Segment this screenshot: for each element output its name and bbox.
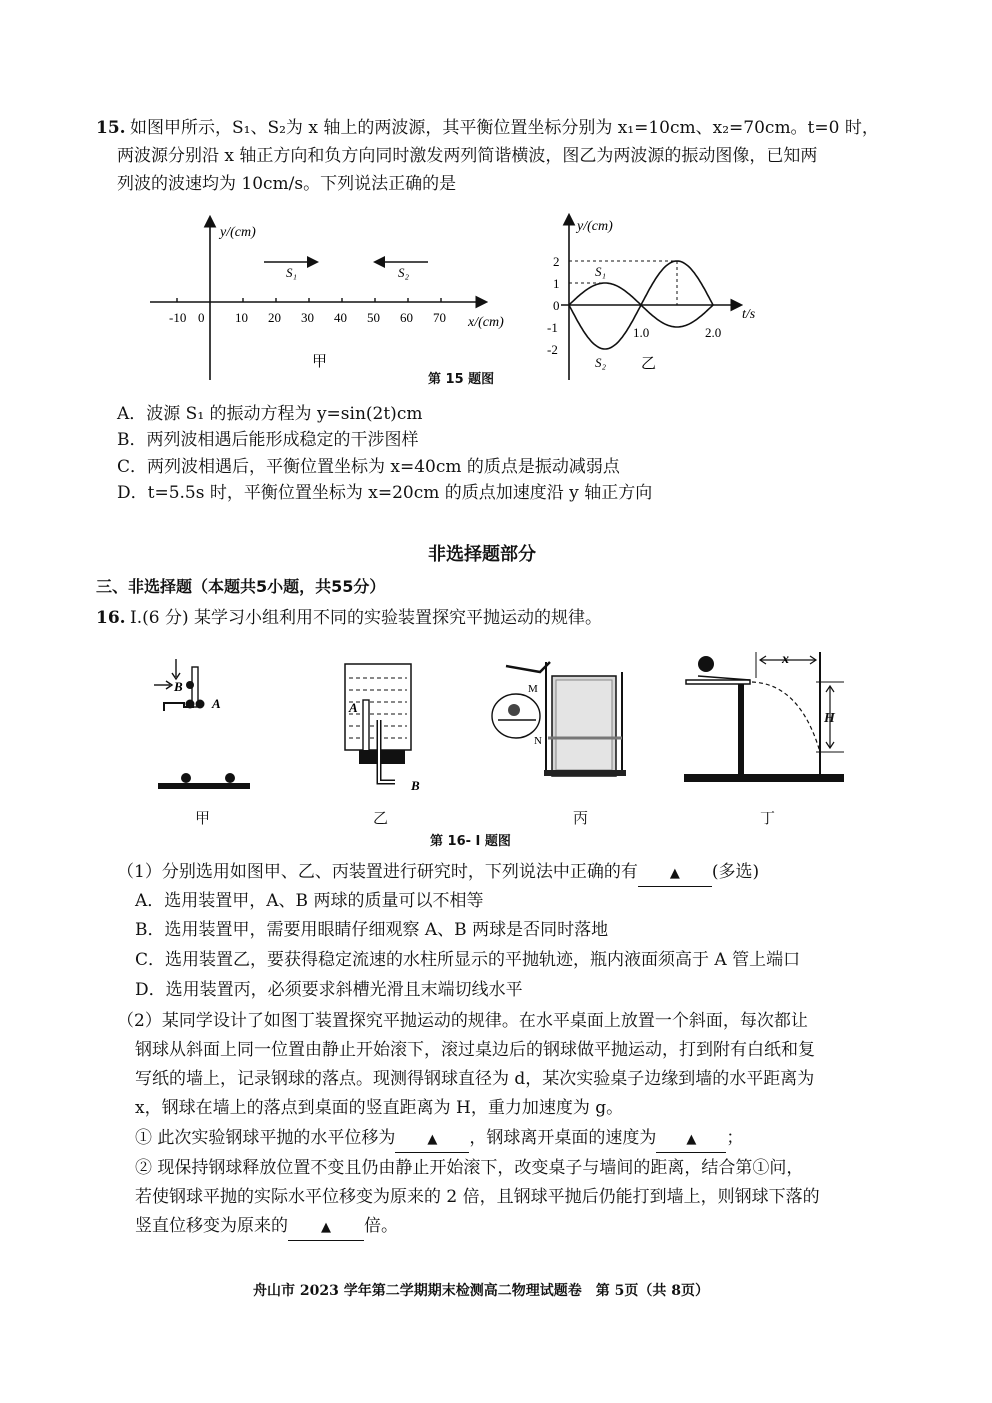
answer-blank-3[interactable]: ▲ (656, 1128, 726, 1153)
section-part: 三、非选择题（本题共5小题，共55分） (96, 577, 386, 596)
yi-y-tick-label: -1 (547, 320, 558, 335)
q16-sub1-option-b: B．选用装置甲，需要用眼睛仔细观察 A、B 两球是否同时落地 (135, 920, 609, 940)
fig16-jia-b: B (174, 679, 183, 694)
q15-option-b: B．两列波相遇后能形成稳定的干涉图样 (117, 430, 419, 450)
q16-sub2-line1: （2）某同学设计了如图丁装置探究平抛运动的规律。在水平桌面上放置一个斜面，每次都让 (117, 1011, 808, 1031)
q16-sub2-line4: x，钢球在墙上的落点到桌面的竖直距离为 H，重力加速度为 g。 (135, 1098, 624, 1118)
q15-option-a: A．波源 S₁ 的振动方程为 y=sin(2t)cm (117, 404, 423, 424)
yi-x-tick-label: 1.0 (633, 325, 650, 340)
q16-q2-line1: ② 现保持钢球释放位置不变且仍由静止开始滚下，改变桌子与墙间的距离，结合第①问， (135, 1158, 804, 1178)
jia-label: 甲 (312, 354, 328, 370)
jia-x-tick-label: -10 (169, 310, 187, 325)
figure-16-ding (680, 648, 850, 788)
q16-q1-b: ，钢球离开桌面的速度为 (469, 1128, 657, 1148)
figure-16-jia (150, 655, 260, 805)
yi-s2-label: S₂ (595, 355, 607, 370)
s2-label: S₂ (398, 265, 410, 280)
fig16-jia-a: A (212, 696, 221, 711)
yi-x-tick-label: 2.0 (705, 325, 722, 340)
jia-x-tick-label: 70 (433, 310, 446, 325)
q16-q2-line3 (135, 1214, 398, 1241)
fig16-label-yi: 乙 (373, 809, 389, 827)
jia-xlabel: x/(cm) (468, 315, 504, 330)
yi-y-tick-label: -2 (547, 342, 558, 357)
q15-figure-caption: 第 15 题图 (428, 372, 495, 387)
yi-y-tick-label: 0 (553, 298, 560, 313)
s1-label: S₁ (286, 265, 298, 280)
q15-option-d: D．t=5.5s 时，平衡位置坐标为 x=20cm 的质点加速度沿 y 轴正方向 (117, 483, 653, 503)
figure-15-jia (140, 210, 530, 385)
yi-xlabel: t/s (742, 307, 756, 322)
q16-sub2-line3: 写纸的墙上，记录钢球的落点。现测得钢球直径为 d，某次实验桌子边缘到墙的水平距离为 (135, 1069, 815, 1089)
yi-y-tick-label: 1 (553, 276, 560, 291)
q16-sub1-option-a: A．选用装置甲，A、B 两球的质量可以不相等 (135, 891, 484, 911)
q16-sub1-option-d: D．选用装置丙，必须要求斜槽光滑且末端切线水平 (135, 980, 523, 1000)
jia-x-tick-label: 30 (301, 310, 314, 325)
yi-s1-label: S₁ (595, 264, 607, 279)
q16-sub2-line2: 钢球从斜面上同一位置由静止开始滚下，滚过桌边后的钢球做平抛运动，打到附有白纸和复 (135, 1040, 815, 1060)
fig16-bing-m: M (528, 683, 538, 695)
q16-q2-line3b: 倍。 (364, 1216, 398, 1236)
fig16-label-ding: 丁 (760, 809, 776, 827)
q16-sub1 (117, 860, 759, 887)
q16-sub1-tail: (多选) (711, 862, 760, 882)
q16-q1-a: ① 此次实验钢球平抛的水平位移为 (135, 1128, 396, 1148)
answer-blank-2[interactable]: ▲ (395, 1128, 469, 1153)
figure-15-yi (535, 210, 765, 385)
q15-option-c: C．两列波相遇后，平衡位置坐标为 x=40cm 的质点是振动减弱点 (117, 457, 620, 477)
jia-x-tick-label: 10 (235, 310, 248, 325)
section-title: 非选择题部分 (428, 544, 536, 565)
q15-stem-line1: 如图甲所示，S₁、S₂为 x 轴上的两波源，其平衡位置坐标分别为 x₁=10cm、x₂=70cm。t=0 时， (130, 118, 879, 138)
jia-x-tick-label: 0 (198, 310, 205, 325)
page-footer: 舟山市 2023 学年第二学期期末检测高二物理试题卷 第 5页（共 8页） (253, 1283, 709, 1299)
q16-q2-line2: 若使钢球平抛的实际水平位移变为原来的 2 倍，且钢球平抛后仍能打到墙上，则钢球下落的 (135, 1187, 820, 1207)
q15-stem-line3: 列波的波速均为 10cm/s。下列说法正确的是 (117, 174, 457, 194)
fig16-yi-a: A (349, 700, 358, 715)
jia-x-tick-label: 20 (268, 310, 281, 325)
yi-label: 乙 (641, 356, 657, 372)
q16-q1-end: ； (726, 1128, 744, 1148)
q15-stem-line2: 两波源分别沿 x 轴正方向和负方向同时激发两列简谐横波，图乙为两波源的振动图像，已知两 (117, 146, 818, 166)
q16-q2-line3a: 竖直位移变为原来的 (135, 1216, 288, 1236)
fig16-label-jia: 甲 (195, 809, 211, 827)
q16-sub1-option-c: C．选用装置乙，要获得稳定流速的水柱所显示的平抛轨迹，瓶内液面须高于 A 管上端口 (135, 950, 801, 970)
jia-x-tick-label: 50 (367, 310, 380, 325)
fig16-label-bing: 丙 (573, 809, 589, 827)
answer-blank-4[interactable]: ▲ (288, 1216, 364, 1241)
jia-ylabel: y/(cm) (220, 225, 256, 240)
jia-x-tick-label: 40 (334, 310, 347, 325)
q16-intro: I.(6 分) 某学习小组利用不同的实验装置探究平抛运动的规律。 (130, 608, 603, 628)
figure-16-bing (490, 658, 635, 788)
q16-figure-caption: 第 16- I 题图 (430, 834, 511, 849)
yi-y-tick-label: 2 (553, 254, 560, 269)
fig16-bing-n: N (534, 735, 542, 747)
q15-number: 15. (96, 118, 126, 138)
fig16-yi-b: B (411, 778, 420, 793)
jia-x-tick-label: 60 (400, 310, 413, 325)
fig16-ding-x: x (782, 652, 789, 667)
q16-q1 (135, 1126, 743, 1153)
q16-number: 16. (96, 608, 126, 628)
figure-16-yi (335, 660, 445, 800)
fig16-ding-h: H (824, 711, 835, 726)
q16-sub1-text: （1）分别选用如图甲、乙、丙装置进行研究时，下列说法中正确的有 (117, 862, 638, 882)
answer-blank-1[interactable]: ▲ (638, 862, 712, 887)
yi-ylabel: y/(cm) (577, 219, 613, 234)
